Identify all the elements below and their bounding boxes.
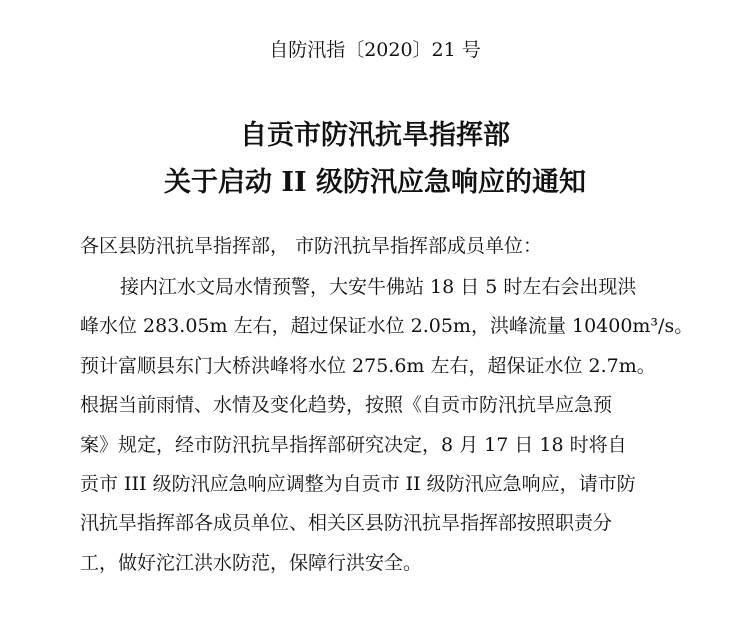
body-line: 接内江水文局水情预警，大安牛佛站 18 日 5 时左右会出现洪 xyxy=(120,276,637,298)
document-title-line-1: 自贡市防汛抗旱指挥部 xyxy=(240,120,510,151)
addressee-line: 各区县防汛抗旱指挥部， 市防汛抗旱指挥部成员单位： xyxy=(80,235,543,257)
document-number: 自防汛指〔2020〕21 号 xyxy=(269,39,481,61)
document-title-line-2: 关于启动 II 级防汛应急响应的通知 xyxy=(163,167,587,198)
body-line: 预计富顺县东门大桥洪峰将水位 275.6m 左右，超保证水位 2.7m。 xyxy=(80,354,656,377)
body-line: 工，做好沱江洪水防范，保障行洪安全。 xyxy=(80,551,423,574)
body-line: 根据当前雨情、水情及变化趋势，按照《自贡市防汛抗旱应急预 xyxy=(80,394,613,417)
body-line: 峰水位 283.05m 左右，超过保证水位 2.05m，洪峰流量 10400m³/s。 xyxy=(80,315,694,338)
notice-body xyxy=(80,268,700,583)
body-line: 汛抗旱指挥部各成员单位、相关区县防汛抗旱指挥部按照职责分 xyxy=(80,512,613,535)
body-line: 贡市 III 级防汛应急响应调整为自贡市 II 级防汛应急响应，请市防 xyxy=(80,472,636,495)
body-line: 案》规定，经市防汛抗旱指挥部研究决定，8 月 17 日 18 时将自 xyxy=(80,433,627,456)
